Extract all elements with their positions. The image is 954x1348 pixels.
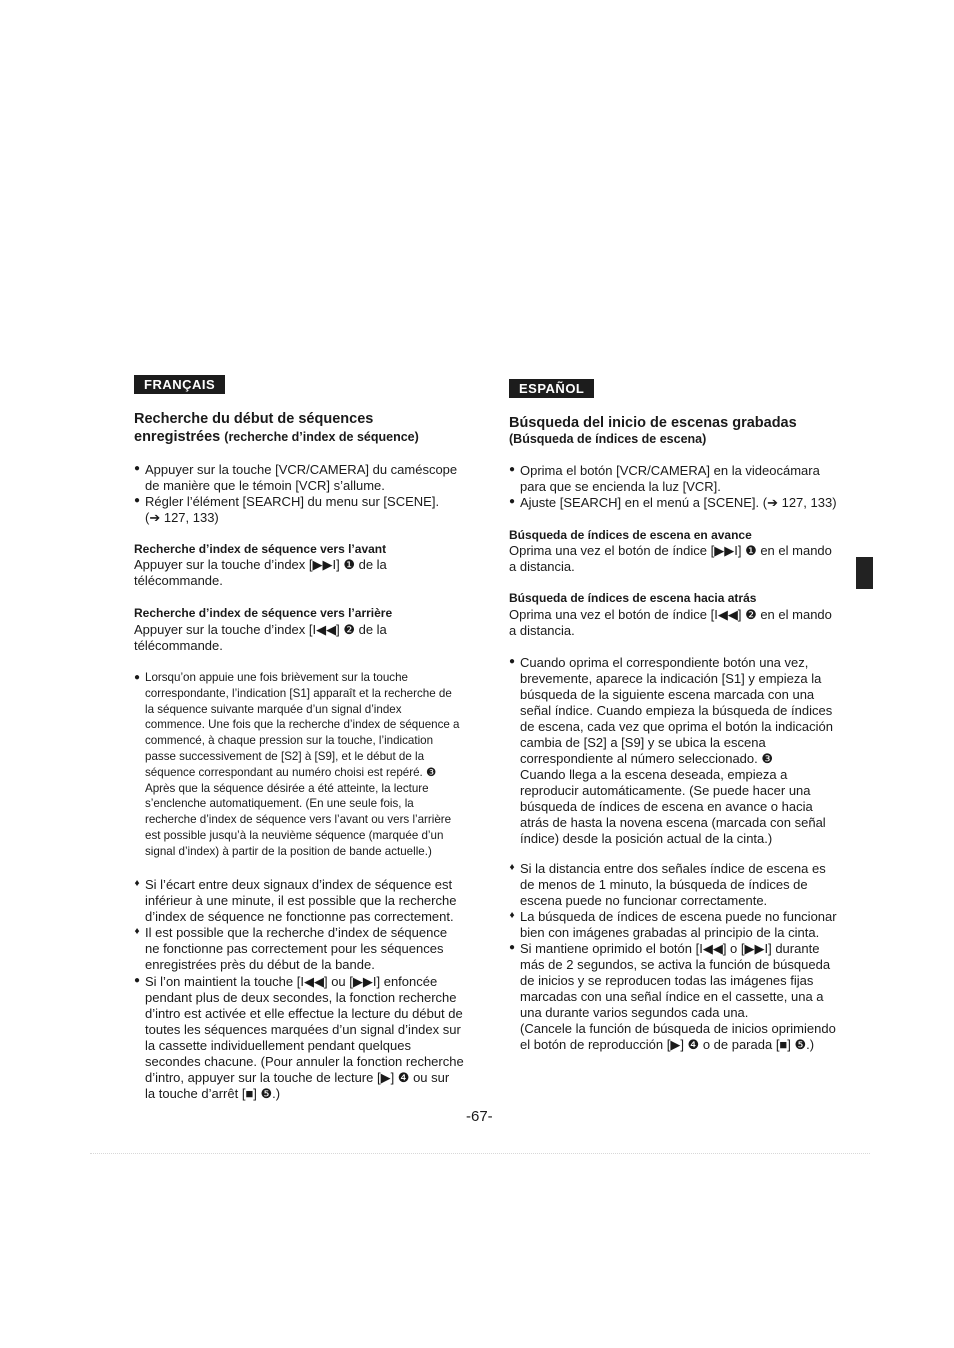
caution-diamond: ♦ bbox=[509, 910, 515, 921]
bullet-dot: ● bbox=[133, 672, 141, 683]
french-title-line2 bbox=[134, 428, 419, 446]
french-hold-note: Si l’on maintient la touche [I◀◀] ou [▶▶I] enfoncée pendant plus de deux secondes, la fonction recherche d’intro est activée et elle effectue la lecture du début de toutes les séquences marquées d’un signal d’index sur la cassette individuellement pendant quelques secondes chacune. (Pour annuler la fonction recherche d’intro, appuyer sur la touche de lecture [▶] ❹ ou sur la touche d’arrêt [■] ❺.) bbox=[145, 974, 464, 1101]
french-title-main: enregistrées bbox=[134, 429, 221, 445]
french-note: Lorsqu’on appuie une fois brièvement sur la touche correspondante, l’indication [S1] apparaît et la recherche de la séquence suivante marquée d’un signal d’index commence. Une fois que la recherche d’index de séquence a commencé, à chaque pression sur la touche, l’indication passe successivement de [S2] à [S9], et le début de la séquence correspondant au numéro choisi est repéré. ❸ Après que la séquence désirée a été atteinte, la lecture s’enclenche automatiquement. (En une seule fois, la recherche d’index de séquence vers l’avant ou vers l’arrière est possible jusqu’à la neuvième séquence (marquée d’un signal d’index) à partir de la position de bande actuelle.) bbox=[145, 671, 460, 858]
language-tab-french: FRANÇAIS bbox=[134, 375, 225, 394]
spanish-reverse-heading: Búsqueda de índices de escena hacia atrás bbox=[509, 591, 757, 605]
french-reverse-text: Appuyer sur la touche d’index [I◀◀] ❷ de la télécommande. bbox=[134, 622, 387, 653]
language-tab-spanish: ESPAÑOL bbox=[509, 379, 594, 398]
french-reverse-heading: Recherche d’index de séquence vers l’arrière bbox=[134, 606, 393, 620]
bullet-dot: ● bbox=[508, 656, 516, 667]
caution-diamond: ♦ bbox=[134, 926, 140, 937]
spanish-subtitle: (Búsqueda de índices de escena) bbox=[509, 432, 707, 446]
french-caution-2: Il est possible que la recherche d’index de séquence ne fonctionne pas correctement pour les séquences enregistrées près du début de la bande. bbox=[145, 925, 448, 972]
spanish-forward-text: Oprima una vez el botón de índice [▶▶I] ❶ en el mando a distancia. bbox=[509, 543, 832, 574]
bottom-divider bbox=[90, 1153, 870, 1154]
spanish-note: Cuando oprima el correspondiente botón una vez, brevemente, aparece la indicación [S1] y empieza la búsqueda de la siguiente escena marcada con una señal índice. Cuando empieza la búsqueda de índices de escena, cada vez que oprima el botón la indicación cambia de [S2] a [S9] y se ubica la escena correspondiente al número seleccionado. ❸ Cuando llega a la escena deseada, empieza a reproducir automáticamente. (Se puede hacer una búsqueda de índices de escena en avance o hacia atrás de hasta la novena escena (marcada con señal índice) desde la posición actual de la cinta.) bbox=[520, 655, 833, 846]
page-number: -67- bbox=[466, 1108, 493, 1125]
caution-diamond: ♦ bbox=[509, 862, 515, 873]
french-title-line1: Recherche du début de séquences bbox=[134, 411, 374, 427]
section-edge-marker bbox=[856, 557, 873, 589]
spanish-hold-note: Si mantiene oprimido el botón [I◀◀] o [▶▶I] durante más de 2 segundos, se activa la función de búsqueda de inicios y se reproducen todas las imágenes fijas marcadas con una señal índice en el cassette, una a una durante varios segundos cada una. (Cancele la función de búsqueda de inicios oprimiendo el botón de reproducción [▶] ❹ o de parada [■] ❺.) bbox=[520, 941, 836, 1052]
bullet-dot: ● bbox=[508, 496, 516, 507]
spanish-intro-1: Oprima el botón [VCR/CAMERA] en la videocámara para que se encienda la luz [VCR]. bbox=[520, 463, 820, 494]
spanish-intro-2: Ajuste [SEARCH] en el menú a [SCENE]. (➔ 127, 133) bbox=[520, 495, 837, 510]
spanish-caution-2: La búsqueda de índices de escena puede no funcionar bien con imágenes grabadas al principio de la cinta. bbox=[520, 909, 837, 940]
spanish-caution-1: Si la distancia entre dos señales índice de escena es de menos de 1 minuto, la búsqueda de índices de escena puede no funcionar correctamente. bbox=[520, 861, 826, 908]
french-title-sub: (recherche d’index de séquence) bbox=[224, 430, 419, 444]
spanish-title: Búsqueda del inicio de escenas grabadas bbox=[509, 415, 797, 431]
french-intro-2: Régler l’élément [SEARCH] du menu sur [SCENE]. (➔ 127, 133) bbox=[145, 494, 440, 525]
caution-diamond: ♦ bbox=[134, 878, 140, 889]
french-forward-heading: Recherche d’index de séquence vers l’avant bbox=[134, 542, 387, 556]
spanish-forward-heading: Búsqueda de índices de escena en avance bbox=[509, 528, 752, 542]
bullet-dot: ● bbox=[133, 975, 141, 986]
french-caution-1: Si l’écart entre deux signaux d’index de séquence est inférieur à une minute, il est possible que la recherche d’index de séquence ne fonctionne pas correctement. bbox=[145, 877, 457, 924]
bullet-dot: ● bbox=[508, 464, 516, 475]
bullet-dot: ● bbox=[133, 495, 141, 506]
spanish-reverse-text: Oprima una vez el botón de índice [I◀◀] ❷ en el mando a distancia. bbox=[509, 607, 832, 638]
bullet-dot: ● bbox=[508, 942, 516, 953]
bullet-dot: ● bbox=[133, 463, 141, 474]
french-intro-1: Appuyer sur la touche [VCR/CAMERA] du caméscope de manière que le témoin [VCR] s’allume. bbox=[145, 462, 458, 493]
french-forward-text: Appuyer sur la touche d’index [▶▶I] ❶ de la télécommande. bbox=[134, 557, 387, 588]
